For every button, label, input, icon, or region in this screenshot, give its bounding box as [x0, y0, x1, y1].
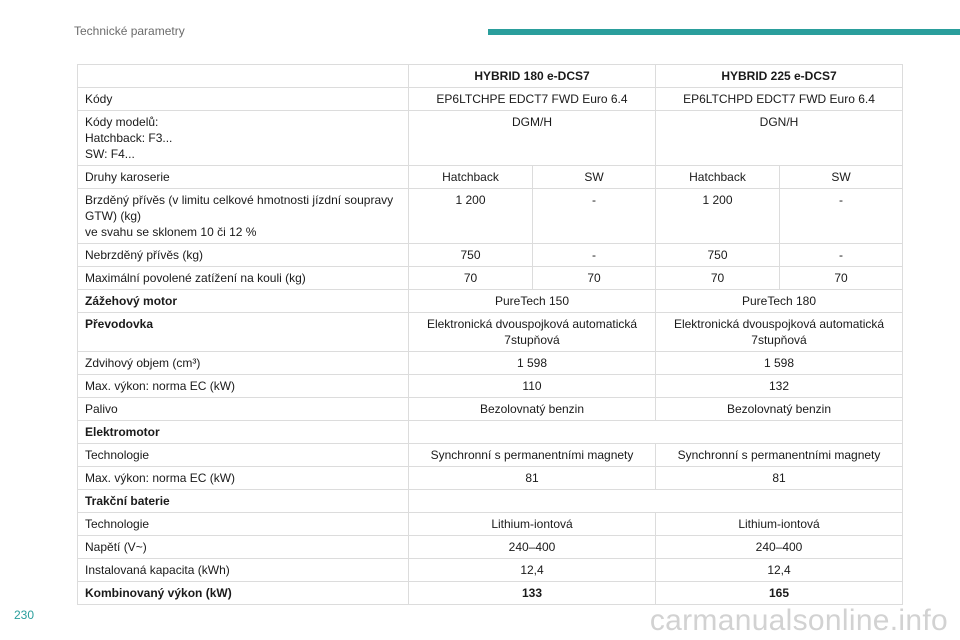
cell-value: 81 — [656, 467, 903, 490]
cell-value: DGM/H — [409, 111, 656, 166]
table-row — [78, 313, 903, 352]
section-title: Technické parametry — [74, 24, 185, 38]
table-section-row — [78, 490, 903, 513]
row-label: Napětí (V~) — [78, 536, 409, 559]
row-label: Kombinovaný výkon (kW) — [78, 582, 409, 605]
table-row — [78, 375, 903, 398]
empty-cell — [409, 490, 903, 513]
cell-value: 12,4 — [409, 559, 656, 582]
spec-table — [77, 64, 903, 605]
table-row — [78, 352, 903, 375]
row-label: Zdvihový objem (cm³) — [78, 352, 409, 375]
column-header-hybrid-225: HYBRID 225 e-DCS7 — [656, 65, 903, 88]
cell-value: - — [780, 189, 903, 244]
header-accent-bar — [488, 29, 960, 35]
page-number: 230 — [14, 608, 35, 622]
cell-value: 133 — [409, 582, 656, 605]
row-label: Kódy — [78, 88, 409, 111]
cell-value: 70 — [780, 267, 903, 290]
cell-value: 1 598 — [656, 352, 903, 375]
cell-value: 81 — [409, 467, 656, 490]
row-label: Max. výkon: norma EC (kW) — [78, 375, 409, 398]
cell-value: 70 — [533, 267, 656, 290]
cell-value: Elektronická dvouspojková automatická 7stupňová — [656, 313, 903, 352]
cell-value: 70 — [656, 267, 780, 290]
cell-value: 1 200 — [656, 189, 780, 244]
row-label: Technologie — [78, 444, 409, 467]
section-label-elektromotor: Elektromotor — [78, 421, 409, 444]
cell-value: 1 598 — [409, 352, 656, 375]
table-row — [78, 290, 903, 313]
cell-value: Synchronní s permanentními magnety — [656, 444, 903, 467]
row-label: Zážehový motor — [78, 290, 409, 313]
row-label: Nebrzděný přívěs (kg) — [78, 244, 409, 267]
cell-value: 240–400 — [656, 536, 903, 559]
row-label: Brzděný přívěs (v limitu celkové hmotnosti jízdní soupravy GTW) (kg) ve svahu se sklonem 10 či 12 % — [78, 189, 409, 244]
cell-value: Hatchback — [409, 166, 533, 189]
cell-value: Bezolovnatý benzin — [409, 398, 656, 421]
cell-value: - — [780, 244, 903, 267]
row-label: Převodovka — [78, 313, 409, 352]
cell-value: PureTech 150 — [409, 290, 656, 313]
cell-value: PureTech 180 — [656, 290, 903, 313]
cell-value: Bezolovnatý benzin — [656, 398, 903, 421]
row-label: Druhy karoserie — [78, 166, 409, 189]
table-header-row — [78, 65, 903, 88]
table-row — [78, 88, 903, 111]
table-row — [78, 267, 903, 290]
table-row — [78, 582, 903, 605]
section-label-trakcni-baterie: Trakční baterie — [78, 490, 409, 513]
table-row — [78, 467, 903, 490]
cell-value: - — [533, 189, 656, 244]
row-label: Technologie — [78, 513, 409, 536]
cell-value: Hatchback — [656, 166, 780, 189]
cell-value: Elektronická dvouspojková automatická 7stupňová — [409, 313, 656, 352]
table-row — [78, 559, 903, 582]
cell-value: SW — [780, 166, 903, 189]
table-row — [78, 189, 903, 244]
cell-value: 750 — [656, 244, 780, 267]
cell-value: 132 — [656, 375, 903, 398]
cell-value: 240–400 — [409, 536, 656, 559]
table-row — [78, 166, 903, 189]
cell-value: 750 — [409, 244, 533, 267]
header-empty-cell — [78, 65, 409, 88]
cell-value: 110 — [409, 375, 656, 398]
table-row — [78, 398, 903, 421]
row-label: Maximální povolené zatížení na kouli (kg) — [78, 267, 409, 290]
row-label: Kódy modelů: Hatchback: F3... SW: F4... — [78, 111, 409, 166]
row-label: Instalovaná kapacita (kWh) — [78, 559, 409, 582]
cell-value: 12,4 — [656, 559, 903, 582]
cell-value: 70 — [409, 267, 533, 290]
table-row — [78, 513, 903, 536]
table-row — [78, 111, 903, 166]
watermark: carmanualsonline.info — [649, 604, 948, 637]
cell-value: 1 200 — [409, 189, 533, 244]
cell-value: SW — [533, 166, 656, 189]
cell-value: 165 — [656, 582, 903, 605]
empty-cell — [409, 421, 903, 444]
table-row — [78, 444, 903, 467]
cell-value: Lithium-iontová — [409, 513, 656, 536]
table-section-row — [78, 421, 903, 444]
column-header-hybrid-180: HYBRID 180 e-DCS7 — [409, 65, 656, 88]
row-label: Max. výkon: norma EC (kW) — [78, 467, 409, 490]
cell-value: DGN/H — [656, 111, 903, 166]
cell-value: - — [533, 244, 656, 267]
cell-value: EP6LTCHPD EDCT7 FWD Euro 6.4 — [656, 88, 903, 111]
row-label: Palivo — [78, 398, 409, 421]
cell-value: Lithium-iontová — [656, 513, 903, 536]
cell-value: EP6LTCHPE EDCT7 FWD Euro 6.4 — [409, 88, 656, 111]
table-row — [78, 536, 903, 559]
table-row — [78, 244, 903, 267]
cell-value: Synchronní s permanentními magnety — [409, 444, 656, 467]
